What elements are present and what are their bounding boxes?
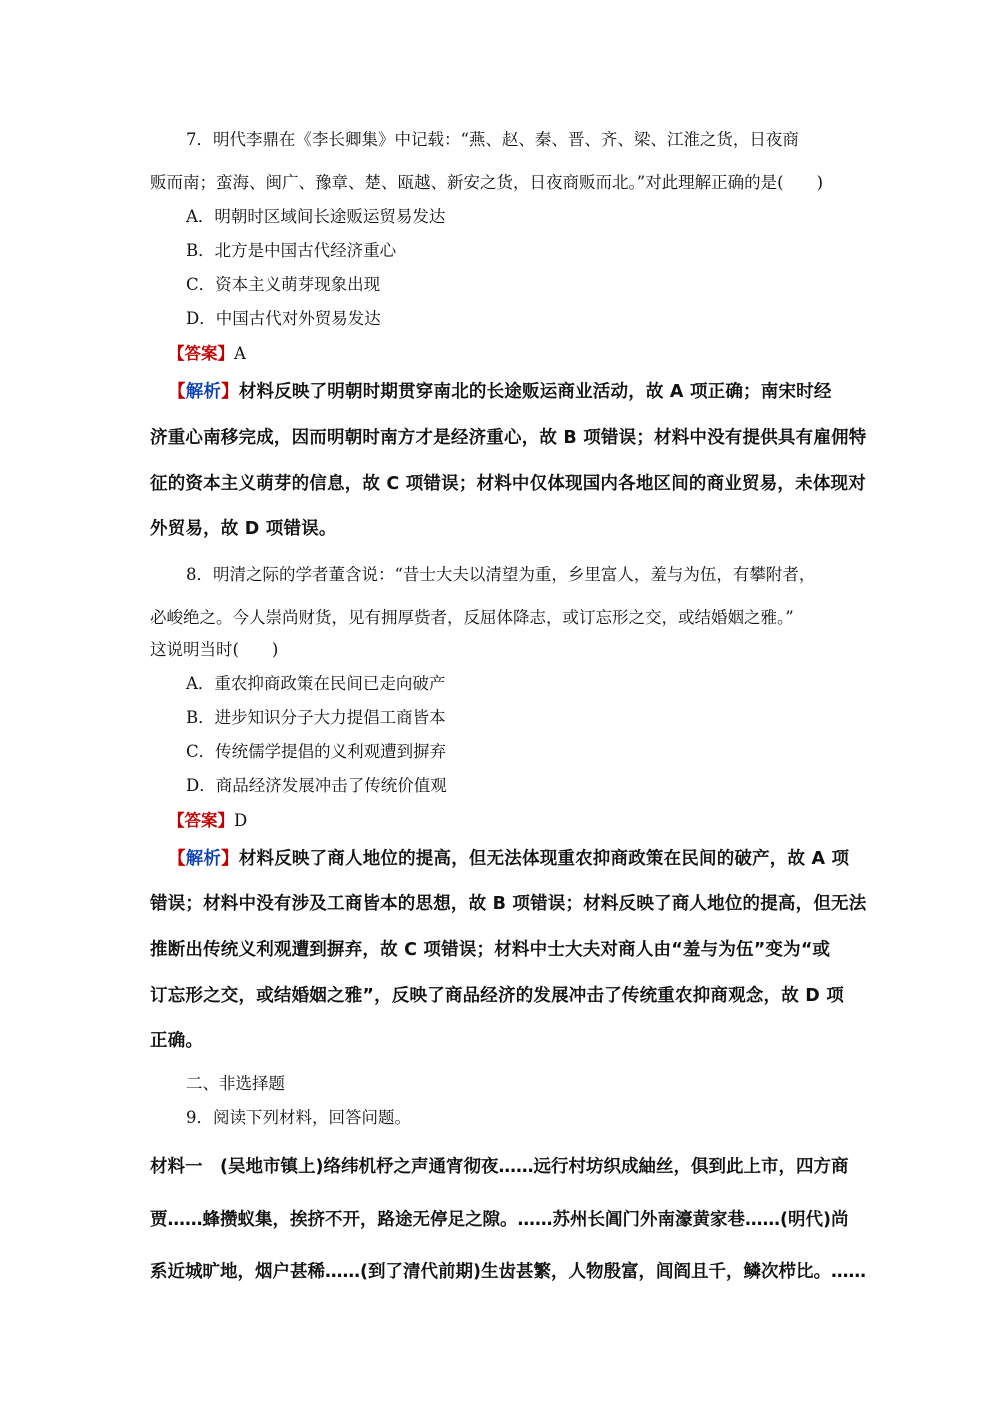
q7-answer-tag: 【答案】 [168, 344, 234, 363]
q8-answer-tag: 【答案】 [168, 811, 234, 830]
q8-analysis-line1: 【解析】材料反映了商人地位的提高，但无法体现重农抑商政策在民间的破产，故 A 项 [168, 849, 850, 869]
q8-analysis-line2: 错误；材料中没有涉及工商皆本的思想，故 B 项错误；材料反映了商人地位的提高，但无法 [150, 894, 867, 914]
q7-option-c: C．资本主义萌芽现象出现 [186, 275, 381, 294]
q7-stem-line2: 贩而南；蛮海、闽广、豫章、楚、瓯越、新安之货，日夜商贩而北。”对此理解正确的是( ) [150, 173, 824, 192]
q8-option-c: C．传统儒学提倡的义利观遭到摒弃 [186, 742, 447, 761]
q7-analysis-tag: 【解析】 [168, 382, 239, 402]
material1-line3: 系近城旷地，烟户甚稀……(到了清代前期)生齿甚繁，人物殷富，闾阎且千，鳞次栉比。…… [150, 1262, 866, 1282]
q8-answer-value: D [234, 811, 248, 830]
q8-analysis-line3: 推断出传统义利观遭到摒弃，故 C 项错误；材料中士大夫对商人由“羞与为伍”变为“或 [150, 940, 831, 960]
section2-heading: 二、非选择题 [186, 1074, 285, 1093]
q7-option-d: D．中国古代对外贸易发达 [186, 309, 381, 328]
q7-analysis-line3: 征的资本主义萌芽的信息，故 C 项错误；材料中仅体现国内各地区间的商业贸易，未体现对 [150, 474, 866, 494]
q8-option-b: B．进步知识分子大力提倡工商皆本 [186, 708, 446, 727]
q8-option-d: D．商品经济发展冲击了传统价值观 [186, 776, 447, 795]
q8-answer [168, 807, 247, 831]
q7-option-b: B．北方是中国古代经济重心 [186, 241, 397, 260]
q9-stem: 9．阅读下列材料，回答问题。 [186, 1108, 411, 1127]
q7-option-a: A．明朝时区域间长途贩运贸易发达 [186, 207, 446, 226]
q8-stem-line2: 必峻绝之。今人崇尚财货，见有拥厚赀者，反屈体降志，或订忘形之交，或结婚姻之雅。” [150, 608, 794, 627]
material1-line1: 材料一 (吴地市镇上)络纬机杼之声通宵彻夜……远行村坊织成紬丝，俱到此上市，四方商 [150, 1157, 849, 1177]
q7-stem-line1: 7．明代李鼎在《李长卿集》中记载：“燕、赵、秦、晋、齐、梁、江淮之货，日夜商 [186, 130, 799, 149]
q8-stem-line3: 这说明当时( ) [150, 640, 279, 659]
q7-analysis-line4: 外贸易，故 D 项错误。 [150, 519, 337, 539]
material1-line2: 贾……蜂攒蚁集，挨挤不开，路途无停足之隙。……苏州长阊门外南濠黄家巷……(明代)尚 [150, 1210, 849, 1230]
q7-answer-value: A [234, 344, 246, 363]
q8-analysis-line4: 订忘形之交，或结婚姻之雅”，反映了商品经济的发展冲击了传统重农抑商观念，故 D 项 [150, 986, 844, 1006]
q8-option-a: A．重农抑商政策在民间已走向破产 [186, 674, 446, 693]
q8-analysis-line5: 正确。 [150, 1031, 204, 1051]
q8-analysis-tag: 【解析】 [168, 849, 239, 869]
q7-answer [168, 340, 246, 364]
q7-analysis-line2: 济重心南移完成，因而明朝时南方才是经济重心，故 B 项错误；材料中没有提供具有雇佣特 [150, 428, 867, 448]
q7-analysis-line1: 【解析】材料反映了明朝时期贯穿南北的长途贩运商业活动，故 A 项正确；南宋时经 [168, 382, 832, 402]
q8-stem-line1: 8．明清之际的学者董含说：“昔士大夫以清望为重，乡里富人，羞与为伍，有攀附者， [186, 565, 816, 584]
